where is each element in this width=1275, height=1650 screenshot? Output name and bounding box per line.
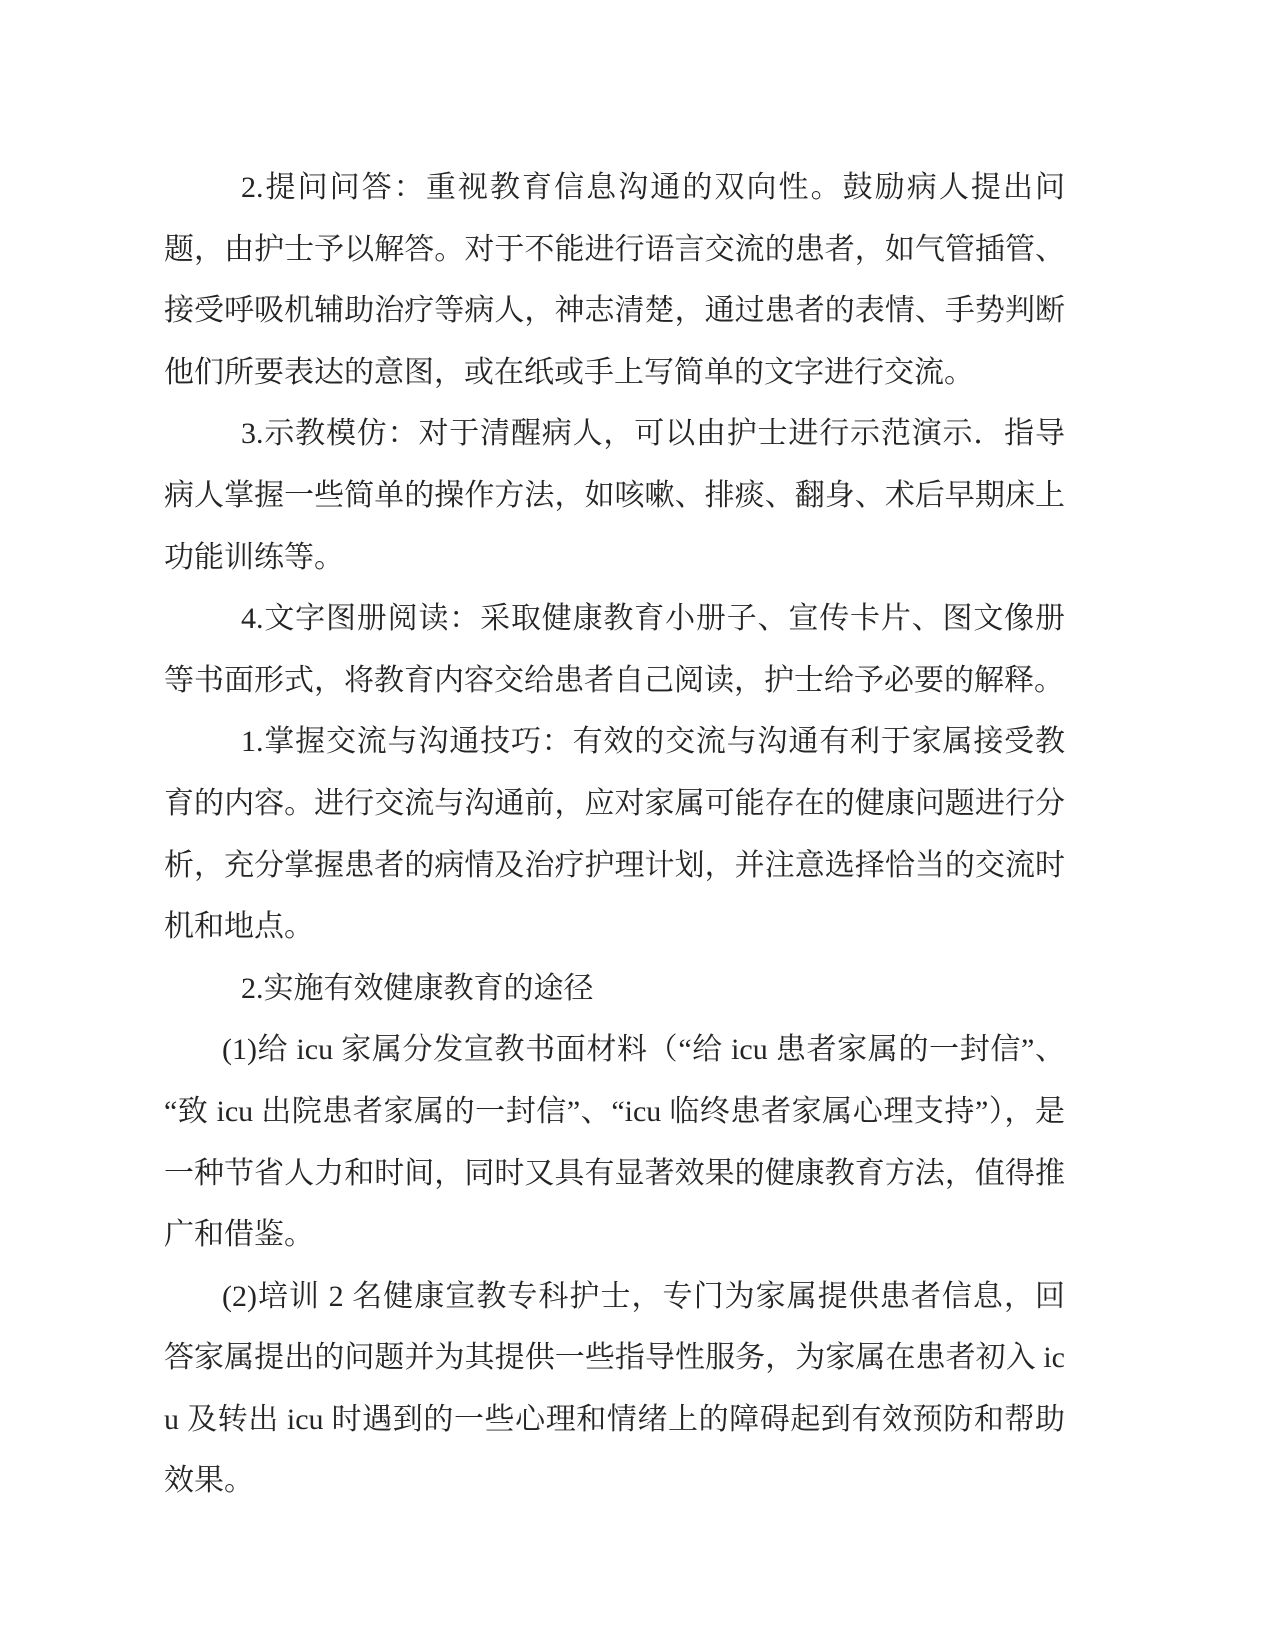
document-text-block [164, 157, 1065, 1512]
para-question-answer: 2.提问问答：重视教育信息沟通的双向性。鼓励病人提出问题，由护士予以解答。对于不能进行语言交流的患者，如气管插管、接受呼吸机辅助治疗等病人，神志清楚，通过患者的表情、手势判断他们所要表达的意图，或在纸或手上写简单的文字进行交流。 [164, 171, 1065, 389]
para-communication-skills: 1.掌握交流与沟通技巧：有效的交流与沟通有利于家属接受教育的内容。进行交流与沟通前，应对家属可能存在的健康问题进行分析，充分掌握患者的病情及治疗护理计划，并注意选择恰当的交流时机和地点。 [164, 725, 1065, 944]
para-train-specialist-nurses: (2)培训 2 名健康宣教专科护士，专门为家属提供患者信息，回答家属提出的问题并为其提供一些指导性服务，为家属在患者初入 icu 及转出 icu 时遇到的一些心理和情绪上的障碍起到有效预防和帮助效果。 [164, 1279, 1065, 1498]
para-distribute-written-materials: (1)给 icu 家属分发宣教书面材料（“给 icu 患者家属的一封信”、“致 icu 出院患者家属的一封信”、“icu 临终患者家属心理支持”），是一种节省人力和时间，同时又具有显著效果的健康教育方法，值得推广和借鉴。 [164, 1033, 1065, 1252]
para-demonstration-imitation: 3.示教模仿：对于清醒病人，可以由护士进行示范演示．指导病人掌握一些简单的操作方法，如咳嗽、排痰、翻身、术后早期床上功能训练等。 [164, 417, 1065, 574]
para-booklet-reading: 4.文字图册阅读：采取健康教育小册子、宣传卡片、图文像册等书面形式，将教育内容交给患者自己阅读，护士给予必要的解释。 [164, 602, 1065, 697]
para-effective-education-heading: 2.实施有效健康教育的途径 [241, 971, 594, 1005]
